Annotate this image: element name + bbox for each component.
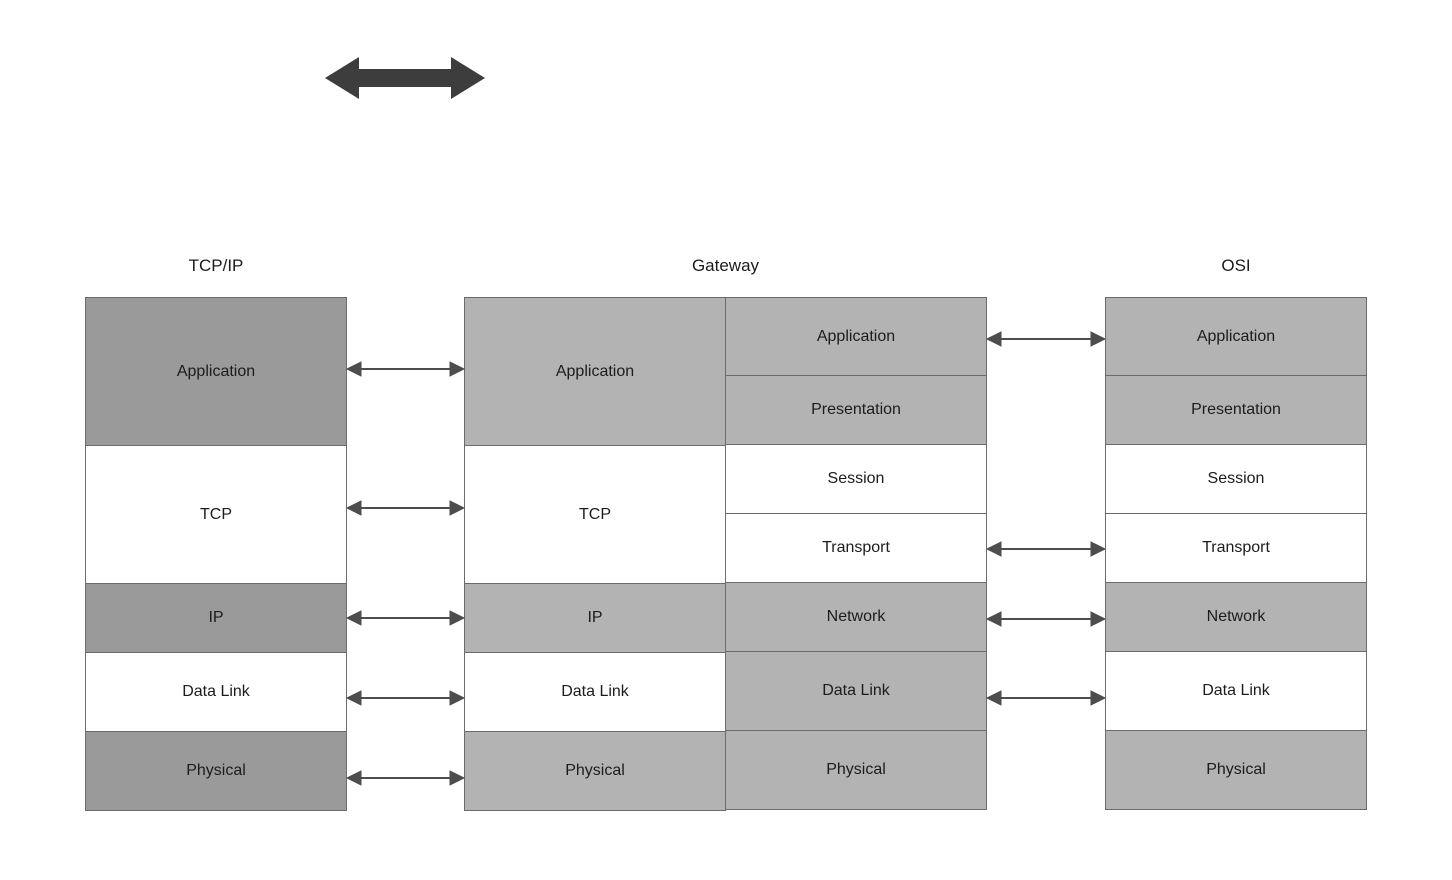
layer-gateway-left-ip [464, 583, 726, 653]
layer-label: Presentation [1191, 401, 1281, 418]
layer-label: Application [176, 362, 256, 380]
layer-tcpip-physical [85, 731, 347, 811]
layer-tcpip-application [85, 297, 347, 446]
stack-tcpip [85, 297, 347, 811]
connector-arrow-data-link-right [987, 688, 1107, 708]
layer-gateway-left-tcp [464, 445, 726, 584]
layer-gateway-right-transport [725, 513, 987, 583]
layer-osi-session [1105, 444, 1367, 514]
column-title-tcpip: TCP/IP [188, 256, 244, 275]
stack-gateway-left [464, 297, 726, 811]
layer-label: IP [208, 609, 224, 626]
stack-osi [1105, 297, 1367, 810]
double-arrow-icon [325, 52, 485, 104]
layer-osi-data-link [1105, 651, 1367, 731]
column-title-osi: OSI [1221, 256, 1251, 275]
layer-label: Physical [1206, 761, 1266, 778]
layer-gateway-left-physical [464, 731, 726, 811]
layer-tcpip-tcp [85, 445, 347, 584]
layer-label: Application [816, 327, 896, 345]
layer-label: Session [827, 470, 885, 487]
stack-gateway-right [725, 297, 987, 810]
connector-arrow-transport-right [987, 539, 1107, 559]
layer-gateway-left-data-link [464, 652, 726, 732]
layer-label: IP [587, 609, 603, 626]
layer-label: Network [826, 608, 886, 625]
layer-tcpip-data-link [85, 652, 347, 732]
connector-arrow-tcp-left [347, 498, 467, 518]
layer-label: Transport [1202, 539, 1270, 556]
layer-label: Data Link [561, 683, 629, 700]
column-title-gateway: Gateway [691, 256, 760, 275]
connector-arrow-network-right [987, 609, 1107, 629]
layer-label: Session [1207, 470, 1265, 487]
layer-label: Presentation [811, 401, 901, 418]
layer-gateway-right-network [725, 582, 987, 652]
layer-gateway-right-application [725, 297, 987, 376]
layer-gateway-right-data-link [725, 651, 987, 731]
connector-arrow-ip-left [347, 608, 467, 628]
layer-gateway-right-presentation [725, 375, 987, 445]
layer-tcpip-ip [85, 583, 347, 653]
layer-label: Application [1196, 327, 1276, 345]
layer-label: Data Link [822, 682, 890, 699]
layer-label: Physical [565, 762, 625, 779]
layer-gateway-right-physical [725, 730, 987, 810]
layer-label: Transport [822, 539, 890, 556]
connector-arrow-data-link-left [347, 688, 467, 708]
layer-label: Physical [826, 761, 886, 778]
layer-label: TCP [200, 505, 232, 523]
layer-osi-presentation [1105, 375, 1367, 445]
layer-label: Physical [186, 762, 246, 779]
connector-arrow-application-right [987, 329, 1107, 349]
layer-osi-application [1105, 297, 1367, 376]
layer-gateway-right-session [725, 444, 987, 514]
layer-osi-physical [1105, 730, 1367, 810]
layer-label: Application [555, 362, 635, 380]
layer-osi-transport [1105, 513, 1367, 583]
layer-label: Network [1206, 608, 1266, 625]
layer-osi-network [1105, 582, 1367, 652]
layer-label: Data Link [1202, 682, 1270, 699]
connector-arrow-application-left [347, 359, 467, 379]
connector-arrow-physical-left [347, 768, 467, 788]
layer-label: TCP [579, 505, 611, 523]
layer-gateway-left-application [464, 297, 726, 446]
layer-label: Data Link [182, 683, 250, 700]
